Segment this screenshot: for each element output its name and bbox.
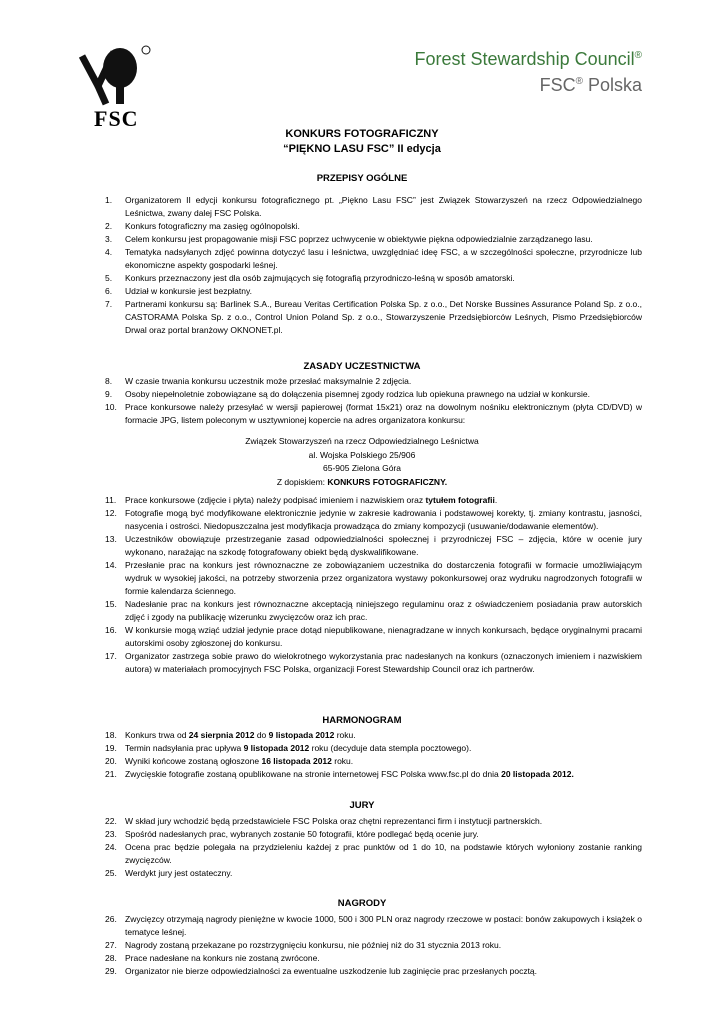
item-text: Osoby niepełnoletnie zobowiązane są do dołączenia pisemnej zgody rodzica lub opiekuna prawnego na udział w konkursie. bbox=[125, 389, 590, 399]
org-name: Forest Stewardship Council bbox=[414, 49, 635, 69]
list-item bbox=[105, 755, 642, 768]
item-number: 25. bbox=[105, 868, 117, 878]
registered-mark: ® bbox=[575, 76, 583, 87]
address-note-bold: KONKURS FOTOGRAFICZNY. bbox=[327, 476, 448, 487]
address-line: 65-905 Zielona Góra bbox=[323, 463, 401, 473]
list-item bbox=[105, 194, 642, 220]
item-text: Spośród nadesłanych prac, wybranych zostanie 50 fotografii, które podlegać będą ocenie jury. bbox=[125, 829, 479, 839]
item-text: Termin nadsyłania prac upływa bbox=[125, 743, 244, 753]
item-number: 18. bbox=[105, 730, 117, 740]
item-text: Werdykt jury jest ostateczny. bbox=[125, 868, 233, 878]
section-heading-participation: ZASADY UCZESTNICTWA bbox=[303, 361, 421, 372]
logo-text: FSC bbox=[94, 106, 139, 131]
item-number: 6. bbox=[105, 286, 113, 296]
item-text: Ocena prac będzie polegała na przydzieleniu każdej z prac punktów od 1 do 10, na podstawie których wyłoniony zostanie ranking zwycięzców. bbox=[125, 842, 642, 865]
item-date-bold: 9 listopada 2012 bbox=[243, 743, 310, 753]
registered-mark: ® bbox=[634, 50, 642, 61]
jury-list bbox=[105, 815, 642, 880]
participation-list-a bbox=[105, 375, 642, 427]
item-number: 19. bbox=[105, 743, 117, 753]
item-number: 11. bbox=[105, 495, 117, 505]
prizes-list bbox=[105, 913, 642, 978]
item-text: roku. bbox=[334, 730, 356, 740]
item-number: 5. bbox=[105, 273, 113, 283]
list-item bbox=[105, 952, 642, 965]
section-heading-general: PRZEPISY OGÓLNE bbox=[316, 173, 408, 184]
doc-title-line2: “PIĘKNO LASU FSC” II edycja bbox=[283, 143, 441, 155]
item-number: 9. bbox=[105, 389, 113, 399]
item-number: 28. bbox=[105, 953, 117, 963]
item-number: 17. bbox=[105, 651, 117, 661]
list-item bbox=[105, 507, 642, 533]
item-text-bold: tytułem fotografii bbox=[425, 495, 495, 505]
item-text: Konkurs trwa od bbox=[125, 730, 189, 740]
list-item bbox=[105, 233, 642, 246]
list-item bbox=[105, 388, 642, 401]
list-item bbox=[105, 494, 642, 507]
item-number: 12. bbox=[105, 508, 117, 518]
item-text: W skład jury wchodzić będą przedstawiciele FSC Polska oraz chętni reprezentanci firm i instytucji partnerskich. bbox=[125, 816, 543, 826]
item-text: Uczestników obowiązuje przestrzeganie zasad odpowiedzialności społecznej i przyrodniczej FSC – zdjęcia, które w ocenie jury wykonano, narażając na szkodę fotografowany obiekt będą dyskwalifikowane. bbox=[125, 534, 642, 557]
item-number: 24. bbox=[105, 842, 117, 852]
item-date-bold: 16 listopada 2012 bbox=[261, 756, 332, 766]
item-number: 26. bbox=[105, 914, 117, 924]
item-date-bold: 24 sierpnia 2012 bbox=[188, 730, 255, 740]
list-item bbox=[105, 815, 642, 828]
org-sub-country: Polska bbox=[582, 75, 642, 95]
item-text: W konkursie mogą wziąć udział jedynie prace dotąd niepublikowane, nienagradzane w innych konkursach, będące oryginalnymi pracami autorskimi osoby zgłoszonej do konkursu. bbox=[125, 625, 642, 648]
list-item bbox=[105, 624, 642, 650]
item-number: 13. bbox=[105, 534, 117, 544]
fsc-logo bbox=[76, 42, 152, 132]
general-rules-list bbox=[105, 194, 642, 337]
item-number: 29. bbox=[105, 966, 117, 976]
item-text: Nagrody zostaną przekazane po rozstrzygnięciu konkursu, nie później niż do 31 stycznia 2013 roku. bbox=[125, 940, 502, 950]
list-item bbox=[105, 272, 642, 285]
item-text: Celem konkursu jest propagowanie misji FSC poprzez uchwycenie w obiektywie piękna odpowiedzialnie zarządzanego lasu. bbox=[125, 234, 593, 244]
item-number: 1. bbox=[105, 195, 113, 205]
list-item bbox=[105, 742, 642, 755]
org-sub: FSC bbox=[539, 75, 576, 95]
item-number: 10. bbox=[105, 402, 117, 412]
item-text: Organizatorem II edycji konkursu fotograficznego pt. „Piękno Lasu FSC” jest Związek Stowarzyszeń na rzecz Odpowiedzialnego Leśnictwa, zwany dalej FSC Polska. bbox=[125, 195, 642, 218]
item-number: 16. bbox=[105, 625, 117, 635]
item-number: 23. bbox=[105, 829, 117, 839]
item-number: 4. bbox=[105, 247, 113, 257]
list-item bbox=[105, 285, 642, 298]
item-text: Konkurs fotograficzny ma zasięg ogólnopolski. bbox=[125, 221, 300, 231]
item-text: roku. bbox=[331, 756, 354, 766]
item-text: Zwycięskie fotografie zostaną opublikowane na stronie internetowej FSC Polska www.fsc.pl do dnia bbox=[125, 769, 502, 779]
list-item bbox=[105, 401, 642, 427]
item-text: Organizator zastrzega sobie prawo do wielokrotnego wykorzystania prac nadesłanych na konkurs (oznaczonych imieniem i nazwiskiem autora) w materiałach promocyjnych FSC Polska, organizacji Forest Stewardship Council oraz ich partnerów. bbox=[125, 651, 642, 674]
item-text: Przesłanie prac na konkurs jest równoznaczne ze zobowiązaniem uczestnika do dostarczenia fotografii w formacie umożliwiającym wydruk w wysokiej jakości, na potrzeby stworzenia przez organizatora wystawy pokonkursowej oraz wydruku nagrodzonych fotografii w formie kalendarza ściennego. bbox=[125, 560, 642, 596]
section-heading-schedule: HARMONOGRAM bbox=[322, 715, 402, 726]
list-item bbox=[105, 729, 642, 742]
item-text: . bbox=[494, 495, 498, 505]
item-number: 27. bbox=[105, 940, 117, 950]
list-item bbox=[105, 841, 642, 867]
item-text: Wyniki końcowe zostaną ogłoszone bbox=[125, 756, 262, 766]
list-item bbox=[105, 939, 642, 952]
item-number: 2. bbox=[105, 221, 113, 231]
item-text: Nadesłanie prac na konkurs jest równoznaczne akceptacją niniejszego regulaminu oraz z oświadczeniem posiadania praw autorskich zdjęć i zgody na publikację wizerunku zwycięzców oraz ich prac. bbox=[125, 599, 642, 622]
item-text: Tematyka nadsyłanych zdjęć powinna dotyczyć lasu i leśnictwa, uwzględniać ideę FSC, a w szczególności społeczne, przyrodnicze lub ekonomiczne aspekty gospodarki leśnej. bbox=[125, 247, 642, 270]
item-number: 7. bbox=[105, 299, 113, 309]
list-item bbox=[105, 559, 642, 598]
list-item bbox=[105, 246, 642, 272]
section-heading-prizes: NAGRODY bbox=[337, 898, 387, 909]
address-note-prefix: Z dopiskiem: bbox=[276, 476, 328, 487]
item-number: 3. bbox=[105, 234, 113, 244]
section-heading-jury: JURY bbox=[349, 800, 375, 811]
item-number: 22. bbox=[105, 816, 117, 826]
item-number: 15. bbox=[105, 599, 117, 609]
item-text: roku (decyduje data stempla pocztowego). bbox=[309, 743, 472, 753]
list-item bbox=[105, 768, 642, 781]
item-text: do bbox=[254, 730, 269, 740]
list-item bbox=[105, 650, 642, 676]
item-text: Fotografie mogą być modyfikowane elektronicznie jedynie w zakresie kadrowania i podstawowej korekty, tj. zmiany kontrastu, jasności, nasycenia i ostrości. Niedopuszczalna jest modyfikacja prowadząca do zmiany kompozycji (usuwanie/dodawanie elementów). bbox=[125, 508, 642, 531]
doc-title-line1: KONKURS FOTOGRAFICZNY bbox=[285, 128, 439, 140]
item-text: Konkurs przeznaczony jest dla osób zajmujących się fotografią przyrodniczo-leśną w sposób amatorski. bbox=[125, 273, 515, 283]
list-item bbox=[105, 867, 642, 880]
list-item bbox=[105, 913, 642, 939]
item-text: Partnerami konkursu są: Barlinek S.A., Bureau Veritas Certification Polska Sp. z o.o., Det Norske Bussines Assurance Poland Sp. z o.o., CASTORAMA Polska Sp. z o.o., Control Union Poland Sp. z o.o., Stowarzyszenie Przedsiębiorców Leśnych, Pismo Przedsiębiorców Drwal oraz portal branżowy OKNONET.pl. bbox=[125, 299, 642, 335]
list-item bbox=[105, 598, 642, 624]
org-header bbox=[415, 45, 642, 97]
item-number: 14. bbox=[105, 560, 117, 570]
list-item bbox=[105, 828, 642, 841]
item-text: Prace konkursowe (zdjęcie i płyta) należy podpisać imieniem i nazwiskiem oraz bbox=[125, 495, 426, 505]
list-item bbox=[105, 298, 642, 337]
item-number: 20. bbox=[105, 756, 117, 766]
item-text: Zwycięzcy otrzymają nagrody pieniężne w kwocie 1000, 500 i 300 PLN oraz nagrody rzeczowe w postaci: bonów zakupowych i książek o tematyce leśnej. bbox=[125, 914, 642, 937]
participation-list-b bbox=[105, 494, 642, 676]
item-date-bold: 9 listopada 2012 bbox=[268, 730, 335, 740]
item-number: 8. bbox=[105, 376, 113, 386]
address-line: al. Wojska Polskiego 25/906 bbox=[308, 449, 416, 460]
item-text: W czasie trwania konkursu uczestnik może przesłać maksymalnie 2 zdjęcia. bbox=[125, 376, 412, 386]
item-text: Prace konkursowe należy przesyłać w wersji papierowej (format 15x21) oraz na dowolnym nośniku elektronicznym (płyta CD/DVD) w formacie JPG, listem poleconym w usztywnionej kopercie na adres organizatora konkursu: bbox=[125, 402, 642, 425]
list-item bbox=[105, 220, 642, 233]
item-text: Prace nadesłane na konkurs nie zostaną zwrócone. bbox=[125, 953, 320, 963]
address-line: Związek Stowarzyszeń na rzecz Odpowiedzialnego Leśnictwa bbox=[245, 436, 479, 446]
list-item bbox=[105, 965, 642, 978]
list-item bbox=[105, 375, 642, 388]
schedule-list bbox=[105, 729, 642, 781]
item-text: Udział w konkursie jest bezpłatny. bbox=[125, 286, 252, 296]
item-date-bold: 20 listopada 2012. bbox=[501, 769, 574, 779]
item-number: 21. bbox=[105, 769, 117, 779]
organizer-address bbox=[0, 435, 724, 489]
item-text: Organizator nie bierze odpowiedzialności za ewentualne uszkodzenie lub zaginięcie prac przesłanych pocztą. bbox=[125, 966, 538, 976]
list-item bbox=[105, 533, 642, 559]
